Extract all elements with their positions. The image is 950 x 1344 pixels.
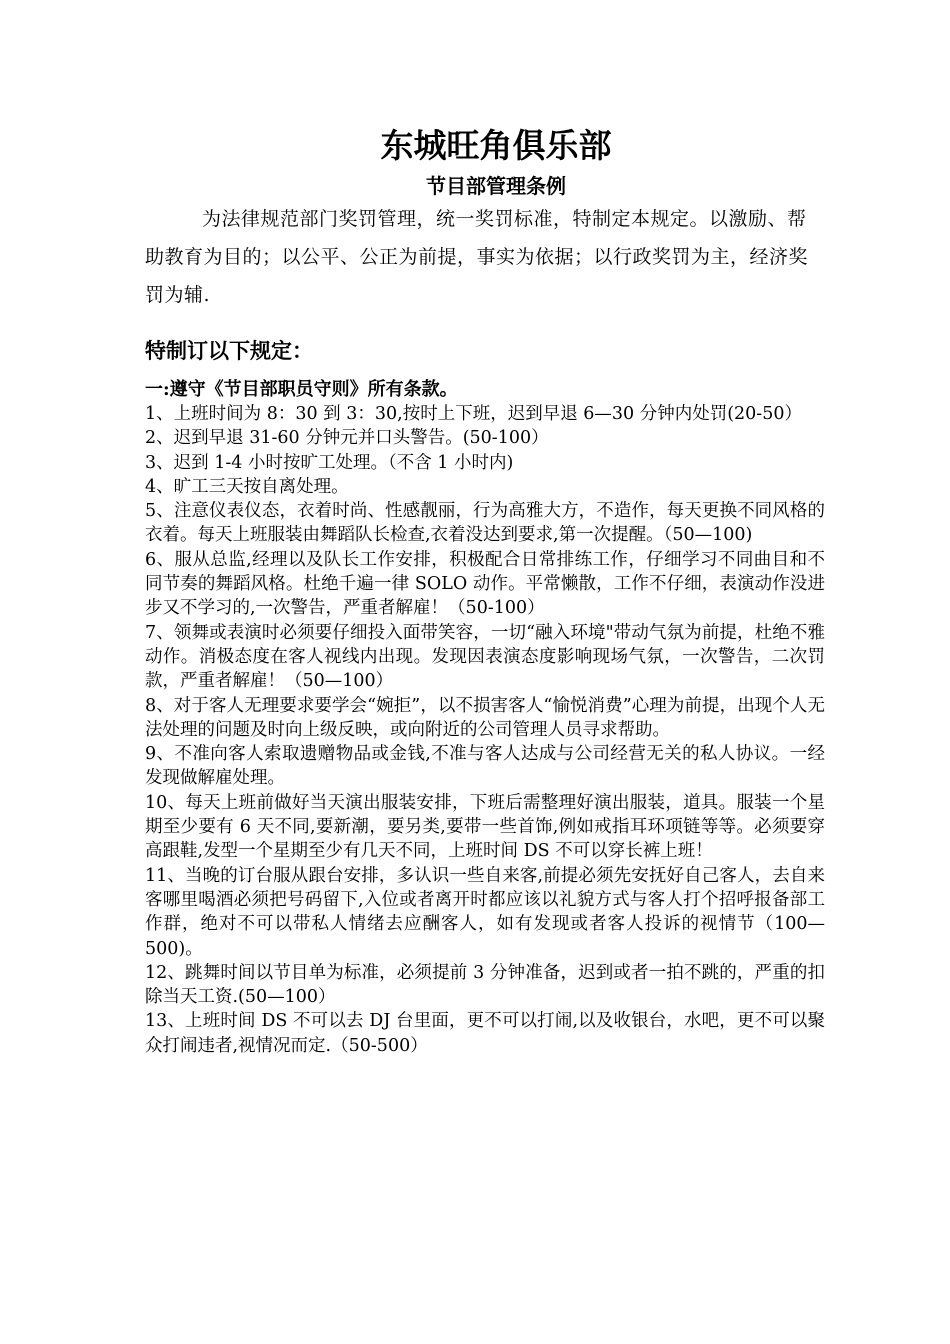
rule-item-2: 2、迟到早退 31-60 分钟元并口头警告。(50-100） — [145, 428, 549, 449]
rule-item-9: 9、不准向客人索取遗赠物品或金钱,不准与客人达成与公司经营无关的私人协议。一经发现做解雇处理。 — [145, 744, 825, 789]
rule-item-12: 12、跳舞时间以节目单为标准，必须提前 3 分钟准备，迟到或者一拍不跳的，严重的扣除当天工资.(50—100） — [145, 962, 825, 1008]
rule-item-13: 13、上班时间 DS 不可以去 DJ 台里面，更不可以打闹,以及收银台，水吧，更不可以聚众打闹违者,视情况而定.（50-500） — [145, 1011, 825, 1056]
rule-item-8: 8、对于客人无理要求要学会“婉拒”，以不损害客人“愉悦消费”心理为前提，出现个人无法处理的问题及时向上级反映，或向附近的公司管理人员寻求帮助。 — [145, 695, 825, 740]
rule-heading: 一:遵守《节目部职员守则》所有条款。 — [145, 379, 458, 400]
rule-item-11: 11、当晚的订台服从跟台安排，多认识一些自来客,前提必须先安抚好自己客人，去自来客哪里喝酒必须把号码留下,入位或者离开时都应该以礼貌方式与客人打个招呼报备部工作群，绝对不可以带私人情绪去应酬客人，如有发现或者客人投诉的视情节（100—500)。 — [145, 865, 825, 959]
rule-item-1: 1、上班时间为 8：30 到 3：30,按时上下班，迟到早退 6—30 分钟内处罚(20-50） — [145, 404, 802, 424]
document-title: 东城旺角俱乐部 — [380, 126, 612, 165]
document-page — [145, 120, 825, 1058]
rule-item-10: 10、每天上班前做好当天演出服装安排，下班后需整理好演出服装，道具。服装一个星期至少要有 6 天不同,要新潮，要另类,要带一些首饰,例如戒指耳环项链等等。必须要穿高跟鞋,发型一个星期至少有几天不同，上班时间 DS 不可以穿长裤上班！ — [145, 792, 825, 862]
rule-item-6: 6、服从总监,经理以及队长工作安排，积极配合日常排练工作，仔细学习不同曲目和不同节奏的舞蹈风格。杜绝千遍一律 SOLO 动作。平常懒散，工作不仔细，表演动作没进步又不学习的,一次警告，严重者解雇！（50-100） — [145, 549, 825, 619]
rule-item-5: 5、注意仪表仪态，衣着时尚、性感靓丽，行为高雅大方，不造作，每天更换不同风格的衣着。每天上班服装由舞蹈队长检查,衣着没达到要求,第一次提醒。（50—100) — [145, 501, 825, 546]
rule-item-7: 7、领舞或表演时必须要仔细投入面带笑容，一切“融入环境"带动气氛为前提，杜绝不雅动作。消极态度在客人视线内出现。发现因表演态度影响现场气氛，一次警告，二次罚款，严重者解雇！（50—100） — [145, 622, 825, 692]
rule-item-4: 4、旷工三天按自离处理。 — [145, 476, 349, 497]
rule-item-3: 3、迟到 1-4 小时按旷工处理。（不含 1 小时内) — [145, 452, 514, 473]
document-subtitle: 节目部管理条例 — [426, 174, 566, 198]
intro-paragraph: 为法律规范部门奖罚管理，统一奖罚标准，特制定本规定。以激励、帮助教育为目的；以公平、公正为前提，事实为依据；以行政奖罚为主，经济奖罚为辅. — [145, 208, 809, 306]
rule-list — [145, 402, 825, 1058]
section-heading: 特制订以下规定： — [145, 338, 313, 363]
